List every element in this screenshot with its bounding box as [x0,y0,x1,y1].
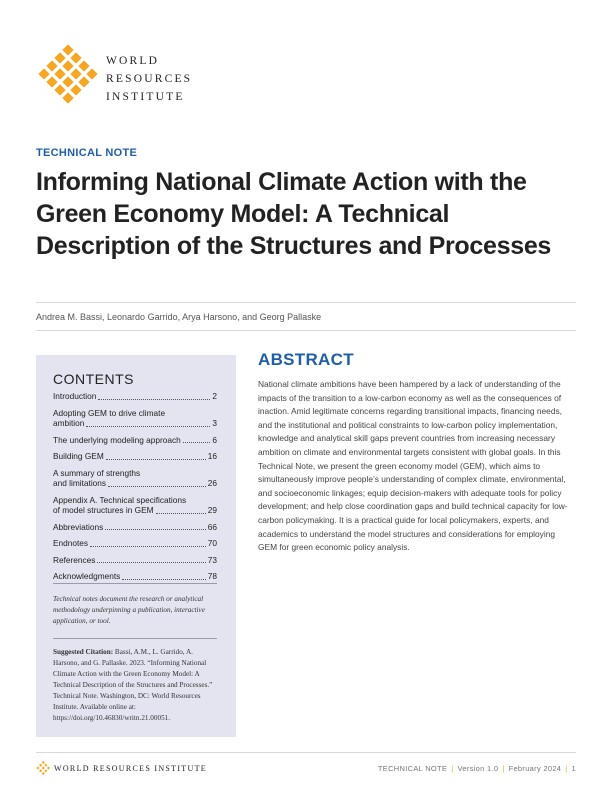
toc-item-abbreviations[interactable] [53,522,217,533]
authors-divider [36,330,576,331]
citation-label: Suggested Citation: [53,648,114,656]
footer-doc-type: TECHNICAL NOTE [377,764,448,773]
toc-item-introduction[interactable] [53,391,217,402]
toc-label-cont: of model structures in GEM [53,505,154,515]
contents-panel [36,355,236,737]
toc-page: 73 [207,554,217,565]
authors-line: Andrea M. Bassi, Leonardo Garrido, Arya Harsono, and Georg Pallaske [36,312,322,322]
toc-item-appendix-a[interactable] [53,495,217,516]
footer-separator: | [502,764,505,773]
table-of-contents [53,391,217,588]
toc-item-strengths-limitations[interactable] [53,468,217,489]
toc-label: Building GEM [53,451,104,461]
brand-line-1: WORLD [106,55,160,67]
footer-date: February 2024 [508,764,562,773]
document-type-label: TECHNICAL NOTE [36,147,138,159]
toc-page: 3 [212,418,217,428]
suggested-citation [53,647,219,724]
toc-label: Endnotes [53,538,89,548]
toc-label: Abbreviations [53,521,104,532]
toc-label: References [53,554,96,565]
footer-separator: | [451,764,454,773]
toc-item-modeling-approach[interactable] [53,435,217,446]
footer-divider [36,752,576,753]
toc-page: 6 [212,434,217,445]
toc-label: Acknowledgments [53,571,121,581]
title-divider [36,302,576,303]
footer-version: Version 1.0 [457,764,499,773]
footer-page-number: 1 [571,764,576,773]
toc-label-cont: and limitations [53,478,107,488]
toc-label: Appendix A. Technical specifications [53,494,187,505]
toc-item-adopting-gem[interactable] [53,408,217,429]
brand-line-3: INSTITUTE [106,91,185,103]
contents-divider [53,583,217,584]
toc-page: 16 [207,451,217,461]
toc-item-references[interactable] [53,555,217,566]
toc-label: The underlying modeling approach [53,434,181,445]
footer-metadata [378,764,576,773]
citation-divider [53,638,217,639]
toc-item-building-gem[interactable] [53,451,217,462]
toc-item-acknowledgments[interactable] [53,571,217,582]
wri-logo-icon [36,44,100,108]
toc-page: 29 [207,505,217,515]
toc-label: Adopting GEM to drive climate [53,407,166,418]
toc-page: 2 [212,391,217,401]
toc-label: Introduction [53,391,97,401]
wri-logo-small-icon [36,761,50,775]
toc-label-cont: ambition [53,418,85,428]
toc-item-endnotes[interactable] [53,538,217,549]
brand-wordmark [106,52,192,106]
brand-line-2: RESOURCES [106,73,193,85]
toc-page: 26 [207,478,217,488]
abstract-heading: ABSTRACT [258,350,354,369]
contents-heading: CONTENTS [53,371,134,387]
toc-page: 66 [207,521,217,532]
footer-separator: | [565,764,568,773]
footer-brand: WORLD RESOURCES INSTITUTE [54,764,207,773]
toc-label: A summary of strengths [53,467,141,478]
toc-page: 70 [207,538,217,548]
abstract-body: National climate ambitions have been hampered by a lack of understanding of the impacts of the transition to a low-carbon economy as well as the consequences of inaction. Amid legitimate concerns regarding transitional impacts, financing needs, and the institutional and political constraints to low-carbon policy implementation, knowledge and analytical skill gaps prevent countries from increasing necessary ambition on climate and environmental targets consistent with global goals. In this Technical Note, we present the green economy model (GEM), which aims to simultaneously improve people’s understanding of complex climate, environmental, and socioeconomic linkages; equip decision-makers with adequate tools for policy development; and help close coordination gaps and build technical capacity for low-carbon policymaking. It is a practical guide for local policymakers, experts, and academics to understand the model structures and considerations for employing GEM for green economic policy analysis. [258,379,568,553]
toc-page: 78 [207,571,217,581]
page-title: Informing National Climate Action with the Green Economy Model: A Technical Description of the Structures and Processes [36,168,552,260]
citation-text: Bassi, A.M., L. Garrido, A. Harsono, and G. Pallaske. 2023. “Informing National Climate Action with the Green Economy Model: A Technical Description of the Structures and Processes.” Technical Note. Washington, DC: World Resources Institute. Available online at: https://doi.org/10.46830/writn.21.00051. [53,648,213,722]
technical-note-description: Technical notes document the research or analytical methodology underpinning a publication, interactive application, or tool. [53,595,205,625]
